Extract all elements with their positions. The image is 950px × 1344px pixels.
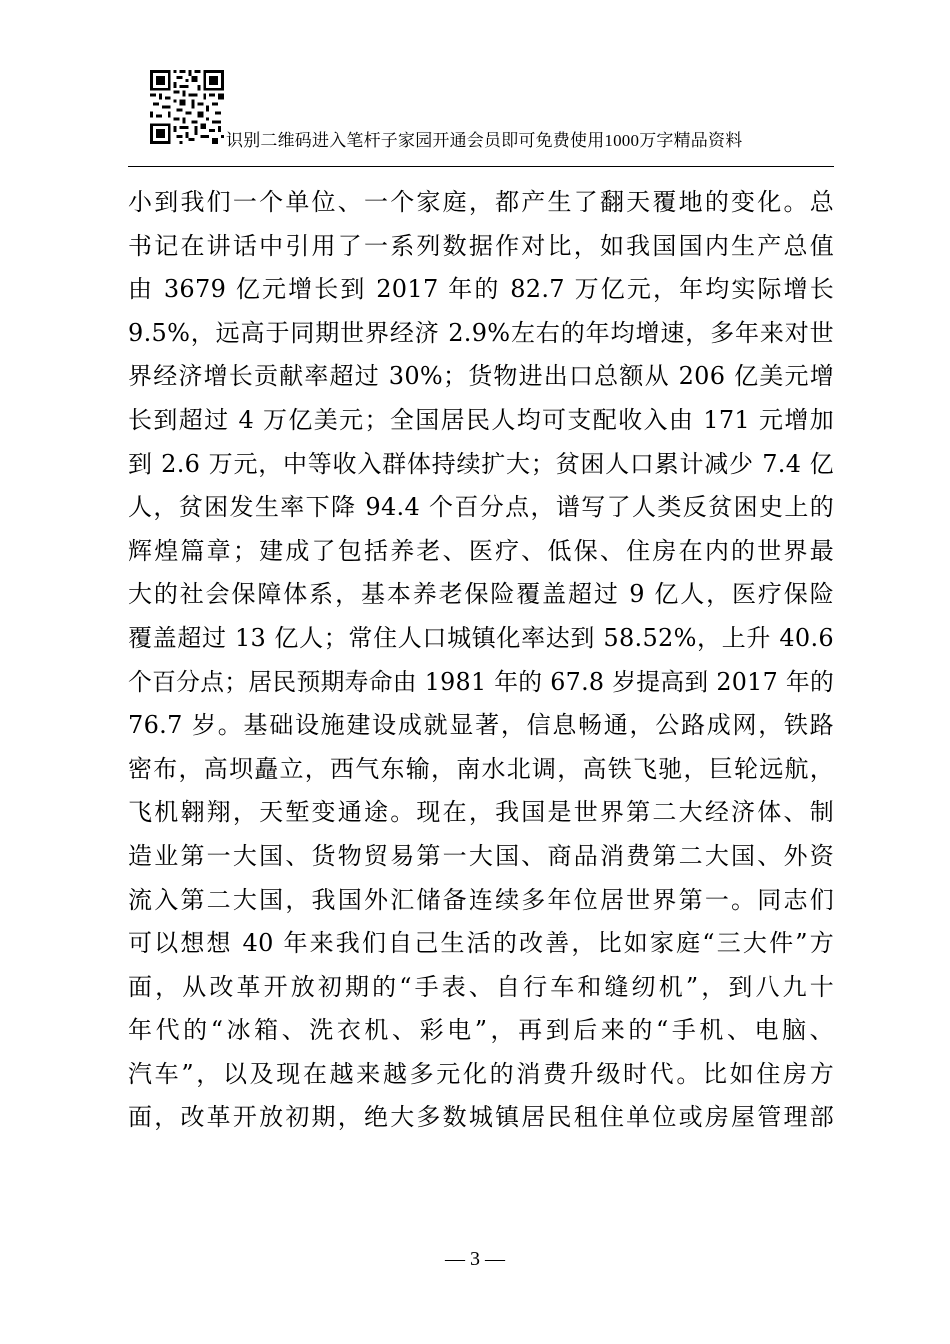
header-promo-text: 识别二维码进入笔杆子家园开通会员即可免费使用1000万字精品资料 xyxy=(226,131,743,150)
body-line: 76.7 岁。基础设施建设成就显著，信息畅通，公路成网，铁路 xyxy=(128,711,834,740)
body-line: 飞机翱翔，天堑变通途。现在，我国是世界第二大经济体、制 xyxy=(128,798,834,827)
body-line: 大的社会保障体系，基本养老保险覆盖超过 9 亿人，医疗保险 xyxy=(128,580,834,609)
body-line: 个百分点；居民预期寿命由 1981 年的 67.8 岁提高到 2017 年的 xyxy=(128,667,835,696)
body-line: 年代的“冰箱、洗衣机、彩电”，再到后来的“手机、电脑、 xyxy=(128,1016,834,1045)
body-line: 可以想想 40 年来我们自己生活的改善，比如家庭“三大件”方 xyxy=(128,929,834,958)
body-line: 面，从改革开放初期的“手表、自行车和缝纫机”，到八九十 xyxy=(128,972,834,1001)
body-line: 由 3679 亿元增长到 2017 年的 82.7 万亿元，年均实际增长 xyxy=(128,275,834,304)
header-divider xyxy=(128,166,834,167)
body-line: 密布，高坝矗立，西气东输，南水北调，高铁飞驰，巨轮远航， xyxy=(128,754,834,783)
body-line: 人，贫困发生率下降 94.4 个百分点，谱写了人类反贫困史上的 xyxy=(128,493,834,522)
body-line: 9.5%，远高于同期世界经济 2.9%左右的年均增速，多年来对世 xyxy=(128,318,834,347)
body-line: 辉煌篇章；建成了包括养老、医疗、低保、住房在内的世界最 xyxy=(128,536,834,565)
page-header xyxy=(128,66,834,168)
body-line: 流入第二大国，我国外汇储备连续多年位居世界第一。同志们 xyxy=(128,885,834,914)
body-line: 长到超过 4 万亿美元；全国居民人均可支配收入由 171 元增加 xyxy=(128,405,834,434)
qr-code-icon[interactable] xyxy=(150,70,224,144)
document-body xyxy=(128,181,834,1140)
body-line: 小到我们一个单位、一个家庭，都产生了翻天覆地的变化。总 xyxy=(128,188,834,216)
body-line: 覆盖超过 13 亿人；常住人口城镇化率达到 58.52%，上升 40.6 xyxy=(128,623,834,652)
page-number: — 3 — xyxy=(445,1248,505,1270)
body-line: 书记在讲话中引用了一系列数据作对比，如我国国内生产总值 xyxy=(128,231,834,260)
body-line: 汽车”，以及现在越来越多元化的消费升级时代。比如住房方 xyxy=(128,1059,834,1088)
body-line: 界经济增长贡献率超过 30%；货物进出口总额从 206 亿美元增 xyxy=(128,362,834,391)
body-line: 面，改革开放初期，绝大多数城镇居民租住单位或房屋管理部 xyxy=(128,1103,834,1132)
body-line: 造业第一大国、货物贸易第一大国、商品消费第二大国、外资 xyxy=(128,841,834,870)
body-line: 到 2.6 万元，中等收入群体持续扩大；贫困人口累计减少 7.4 亿 xyxy=(128,449,834,478)
